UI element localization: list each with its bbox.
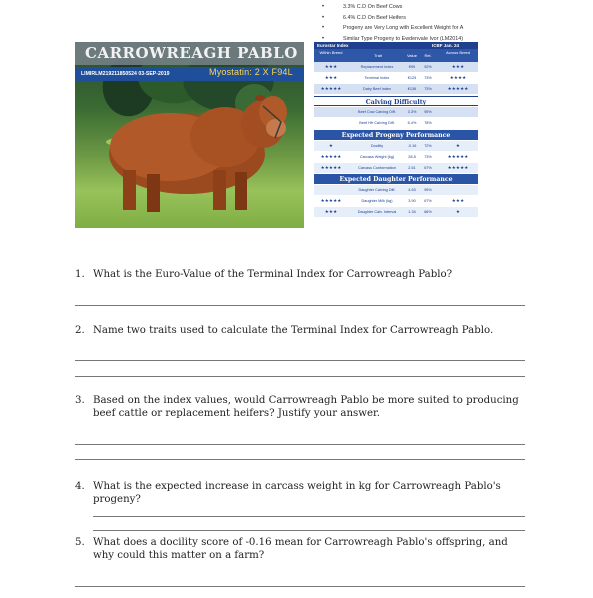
trait-value: 2.61 <box>408 166 416 170</box>
bull-name-banner: CARROWREAGH PABLO <box>75 42 304 65</box>
trait-rel: 95% <box>424 188 432 192</box>
answer-line[interactable] <box>75 586 525 587</box>
question-number: 1. <box>75 269 85 280</box>
question-text: Name two traits used to calculate the Terminal Index for Carrowreagh Pablo. <box>93 325 494 336</box>
trait-rel: 73% <box>424 155 432 159</box>
trait-value: 3.90 <box>408 199 416 203</box>
section-calving-difficulty: Calving Difficulty <box>314 96 478 106</box>
section-expected-daughter: Expected Daughter Performance <box>314 174 478 184</box>
trait-name: Beef Cow Calving Diff. <box>358 110 396 114</box>
col-across-breed: Across Breed <box>445 50 470 55</box>
table-row <box>314 207 478 217</box>
across-breed-stars: ★★★★★ <box>447 154 469 159</box>
across-breed-stars: ★ <box>455 143 461 148</box>
trait-value: €136 <box>407 87 417 91</box>
bull-id-banner <box>75 67 304 81</box>
bull-id-date: LIMIRLM219211850524 03-SEP-2019 <box>81 71 170 77</box>
question-number: 3. <box>75 395 85 406</box>
col-trait: Trait <box>374 53 382 58</box>
trait-name: Replacement Index <box>360 65 394 69</box>
answer-line[interactable] <box>75 459 525 460</box>
answer-line[interactable] <box>75 444 525 445</box>
col-within-breed: Within Breed <box>319 50 343 55</box>
trait-rel: 67% <box>424 166 432 170</box>
trait-value: 6.4% <box>407 121 417 125</box>
within-breed-stars: ★★★★★ <box>320 86 342 91</box>
within-breed-stars: ★★★★★ <box>320 154 342 159</box>
sire-notes-list <box>322 2 592 44</box>
answer-line[interactable] <box>75 305 525 306</box>
table-row <box>314 141 478 151</box>
bull-photo <box>75 42 304 228</box>
trait-value: 4.63 <box>408 188 416 192</box>
answer-line[interactable] <box>93 516 525 517</box>
within-breed-stars: ★★★★★ <box>320 198 342 203</box>
answer-line[interactable] <box>93 530 525 531</box>
trait-name: Carcass Weight (kg) <box>359 155 395 159</box>
section-expected-progeny: Expected Progeny Performance <box>314 130 478 140</box>
trait-name: Docility <box>370 144 384 148</box>
within-breed-stars: ★★★ <box>324 64 338 69</box>
trait-name: Daughter Calv. Interval <box>357 210 397 214</box>
trait-rel: 72% <box>424 144 432 148</box>
question-number: 5. <box>75 537 85 548</box>
myostatin-label: Myostatin: 2 X F94L <box>209 67 293 77</box>
trait-value: -0.16 <box>407 144 417 148</box>
col-rel: Rel. <box>424 53 432 58</box>
trait-value: €125 <box>407 76 417 80</box>
trait-rel: 95% <box>424 110 432 114</box>
trait-value: 1.34 <box>408 210 416 214</box>
within-breed-stars: ★★★ <box>324 75 338 80</box>
table-row <box>314 62 478 72</box>
answer-line[interactable] <box>75 360 525 361</box>
index-table-source: ICBF Jan. 24 <box>432 43 460 48</box>
sire-note: • Progeny are Very Long with Excellent Weight for A <box>322 23 592 34</box>
trait-rel: 67% <box>424 199 432 203</box>
trait-rel: 66% <box>424 210 432 214</box>
trait-name: Carcass Conformation <box>358 166 396 170</box>
table-row <box>314 84 478 94</box>
trait-rel: 78% <box>424 121 432 125</box>
trait-name: Daughter Calving Diff. <box>358 188 396 192</box>
table-row <box>314 107 478 117</box>
trait-value: 28.8 <box>408 155 416 159</box>
across-breed-stars: ★ <box>455 209 461 214</box>
across-breed-stars: ★★★★★ <box>447 86 469 91</box>
trait-rel: 92% <box>424 65 432 69</box>
question-number: 2. <box>75 325 85 336</box>
sire-note: • 3.3% C.D On Beef Cows <box>322 2 592 13</box>
table-row <box>314 196 478 206</box>
trait-rel: 73% <box>424 76 432 80</box>
trait-name: Terminal Index <box>364 76 390 80</box>
table-row <box>314 118 478 128</box>
question-number: 4. <box>75 481 85 492</box>
across-breed-stars: ★★★ <box>451 64 465 69</box>
question-text: Based on the index values, would Carrowreagh Pablo be more suited to producing beef cattle or replacement heifers? Justify your answer. <box>93 395 519 419</box>
question-text: What is the Euro-Value of the Terminal Index for Carrowreagh Pablo? <box>93 269 453 280</box>
col-value: Value <box>407 53 417 58</box>
index-table-header <box>314 42 478 49</box>
index-column-headers <box>314 49 478 62</box>
trait-value: €99 <box>408 65 416 69</box>
across-breed-stars: ★★★★★ <box>447 165 469 170</box>
question-text: What does a docility score of -0.16 mean for Carrowreagh Pablo's offspring, and why could this matter on a farm? <box>93 537 508 561</box>
table-row <box>314 152 478 162</box>
trait-name: Daughter Milk (kg) <box>361 199 393 203</box>
question-text: What is the expected increase in carcass weight in kg for Carrowreagh Pablo's progeny? <box>93 481 501 505</box>
sire-note: • 6.4% C.D On Beef Heifers <box>322 13 592 24</box>
within-breed-stars: ★ <box>328 143 334 148</box>
table-row <box>314 73 478 83</box>
eurostar-index-table <box>314 42 478 228</box>
trait-value: 3.3% <box>407 110 417 114</box>
trait-name: Dairy Beef Index <box>362 87 392 91</box>
across-breed-stars: ★★★ <box>451 198 465 203</box>
trait-name: Beef Hfr Calving Diff. <box>359 121 395 125</box>
within-breed-stars: ★★★ <box>324 209 338 214</box>
within-breed-stars: ★★★★★ <box>320 165 342 170</box>
sire-note: • Similar Type Progeny to Ewdenvale Ivor (LM2014) <box>322 34 592 45</box>
answer-line[interactable] <box>75 376 525 377</box>
index-table-title: Eurostar Index <box>317 43 349 48</box>
trait-rel: 73% <box>424 87 432 91</box>
across-breed-stars: ★★★★ <box>449 75 467 80</box>
table-row <box>314 163 478 173</box>
table-row <box>314 185 478 195</box>
